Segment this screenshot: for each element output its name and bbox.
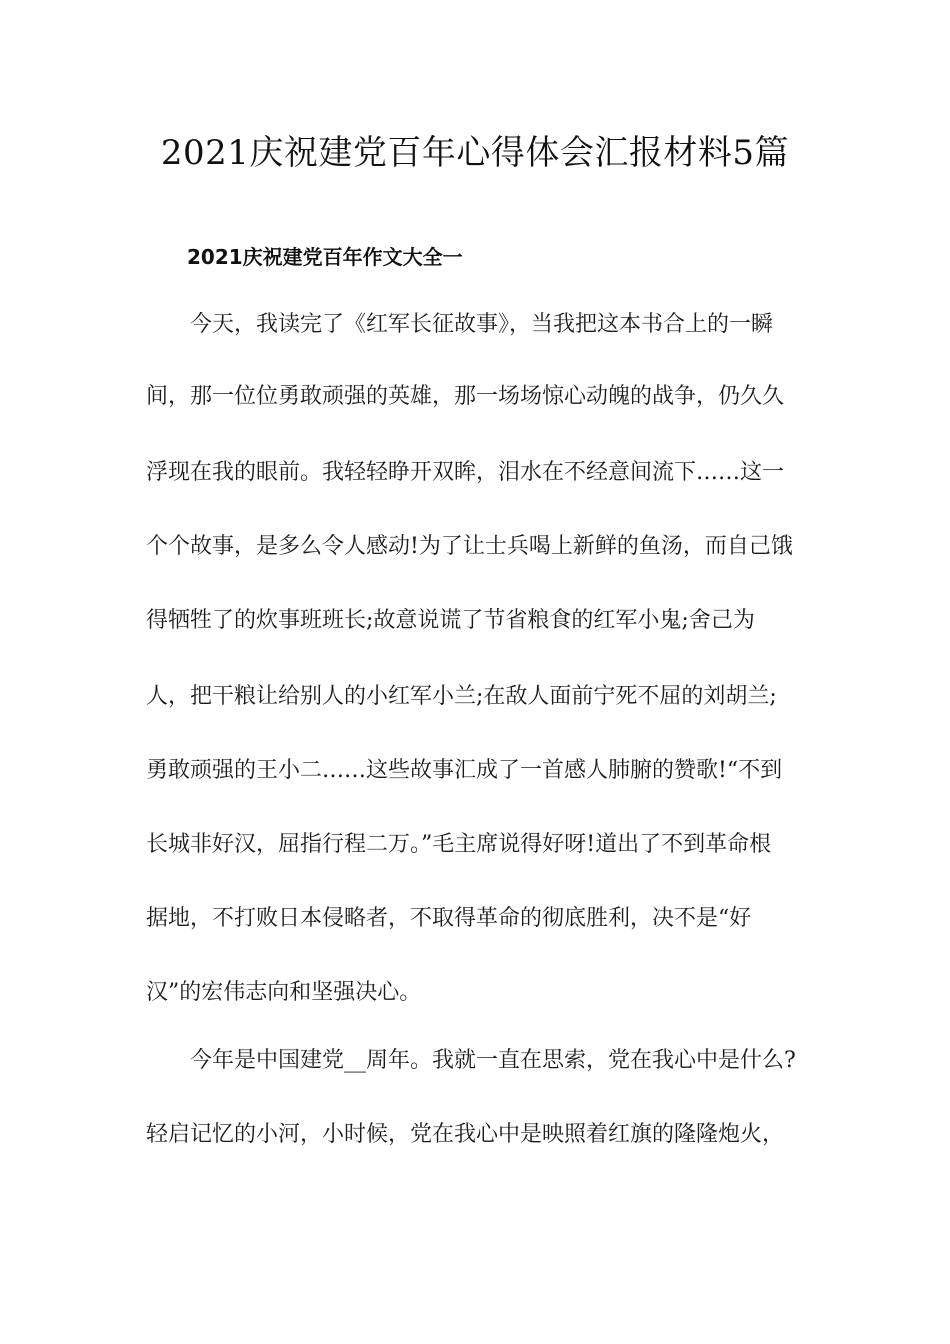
paragraph-line: 浮现在我的眼前。我轻轻睁开双眸，泪水在不经意间流下……这一 bbox=[146, 460, 785, 485]
paragraph-line: 人，把干粮让给别人的小红军小兰;在敌人面前宁死不屈的刘胡兰; bbox=[146, 684, 777, 709]
paragraph-line: 今天，我读完了《红军长征故事》，当我把这本书合上的一瞬 bbox=[190, 312, 774, 337]
document-title: 2021庆祝建党百年心得体会汇报材料5篇 bbox=[160, 133, 790, 173]
paragraph-line: 个个故事，是多么令人感动!为了让士兵喝上新鲜的鱼汤，而自己饿 bbox=[146, 534, 793, 559]
paragraph-line: 间，那一位位勇敢顽强的英雄，那一场场惊心动魄的战争，仍久久 bbox=[146, 384, 785, 409]
paragraph-line: 长城非好汉，屈指行程二万。”毛主席说得好呀!道出了不到革命根 bbox=[146, 832, 772, 857]
paragraph-line: 勇敢顽强的王小二……这些故事汇成了一首感人肺腑的赞歌!“不到 bbox=[146, 758, 783, 783]
paragraph-line: 得牺牲了的炊事班班长;故意说谎了节省粮食的红军小鬼;舍己为 bbox=[146, 608, 755, 633]
paragraph-line: 汉”的宏伟志向和坚强决心。 bbox=[146, 980, 422, 1005]
paragraph-line: 今年是中国建党__周年。我就一直在思索，党在我心中是什么? bbox=[190, 1048, 796, 1073]
section-heading: 2021庆祝建党百年作文大全一 bbox=[187, 245, 463, 269]
paragraph-line: 轻启记忆的小河，小时候，党在我心中是映照着红旗的隆隆炮火， bbox=[146, 1122, 785, 1147]
paragraph-line: 据地，不打败日本侵略者，不取得革命的彻底胜利，决不是“好 bbox=[146, 906, 752, 931]
